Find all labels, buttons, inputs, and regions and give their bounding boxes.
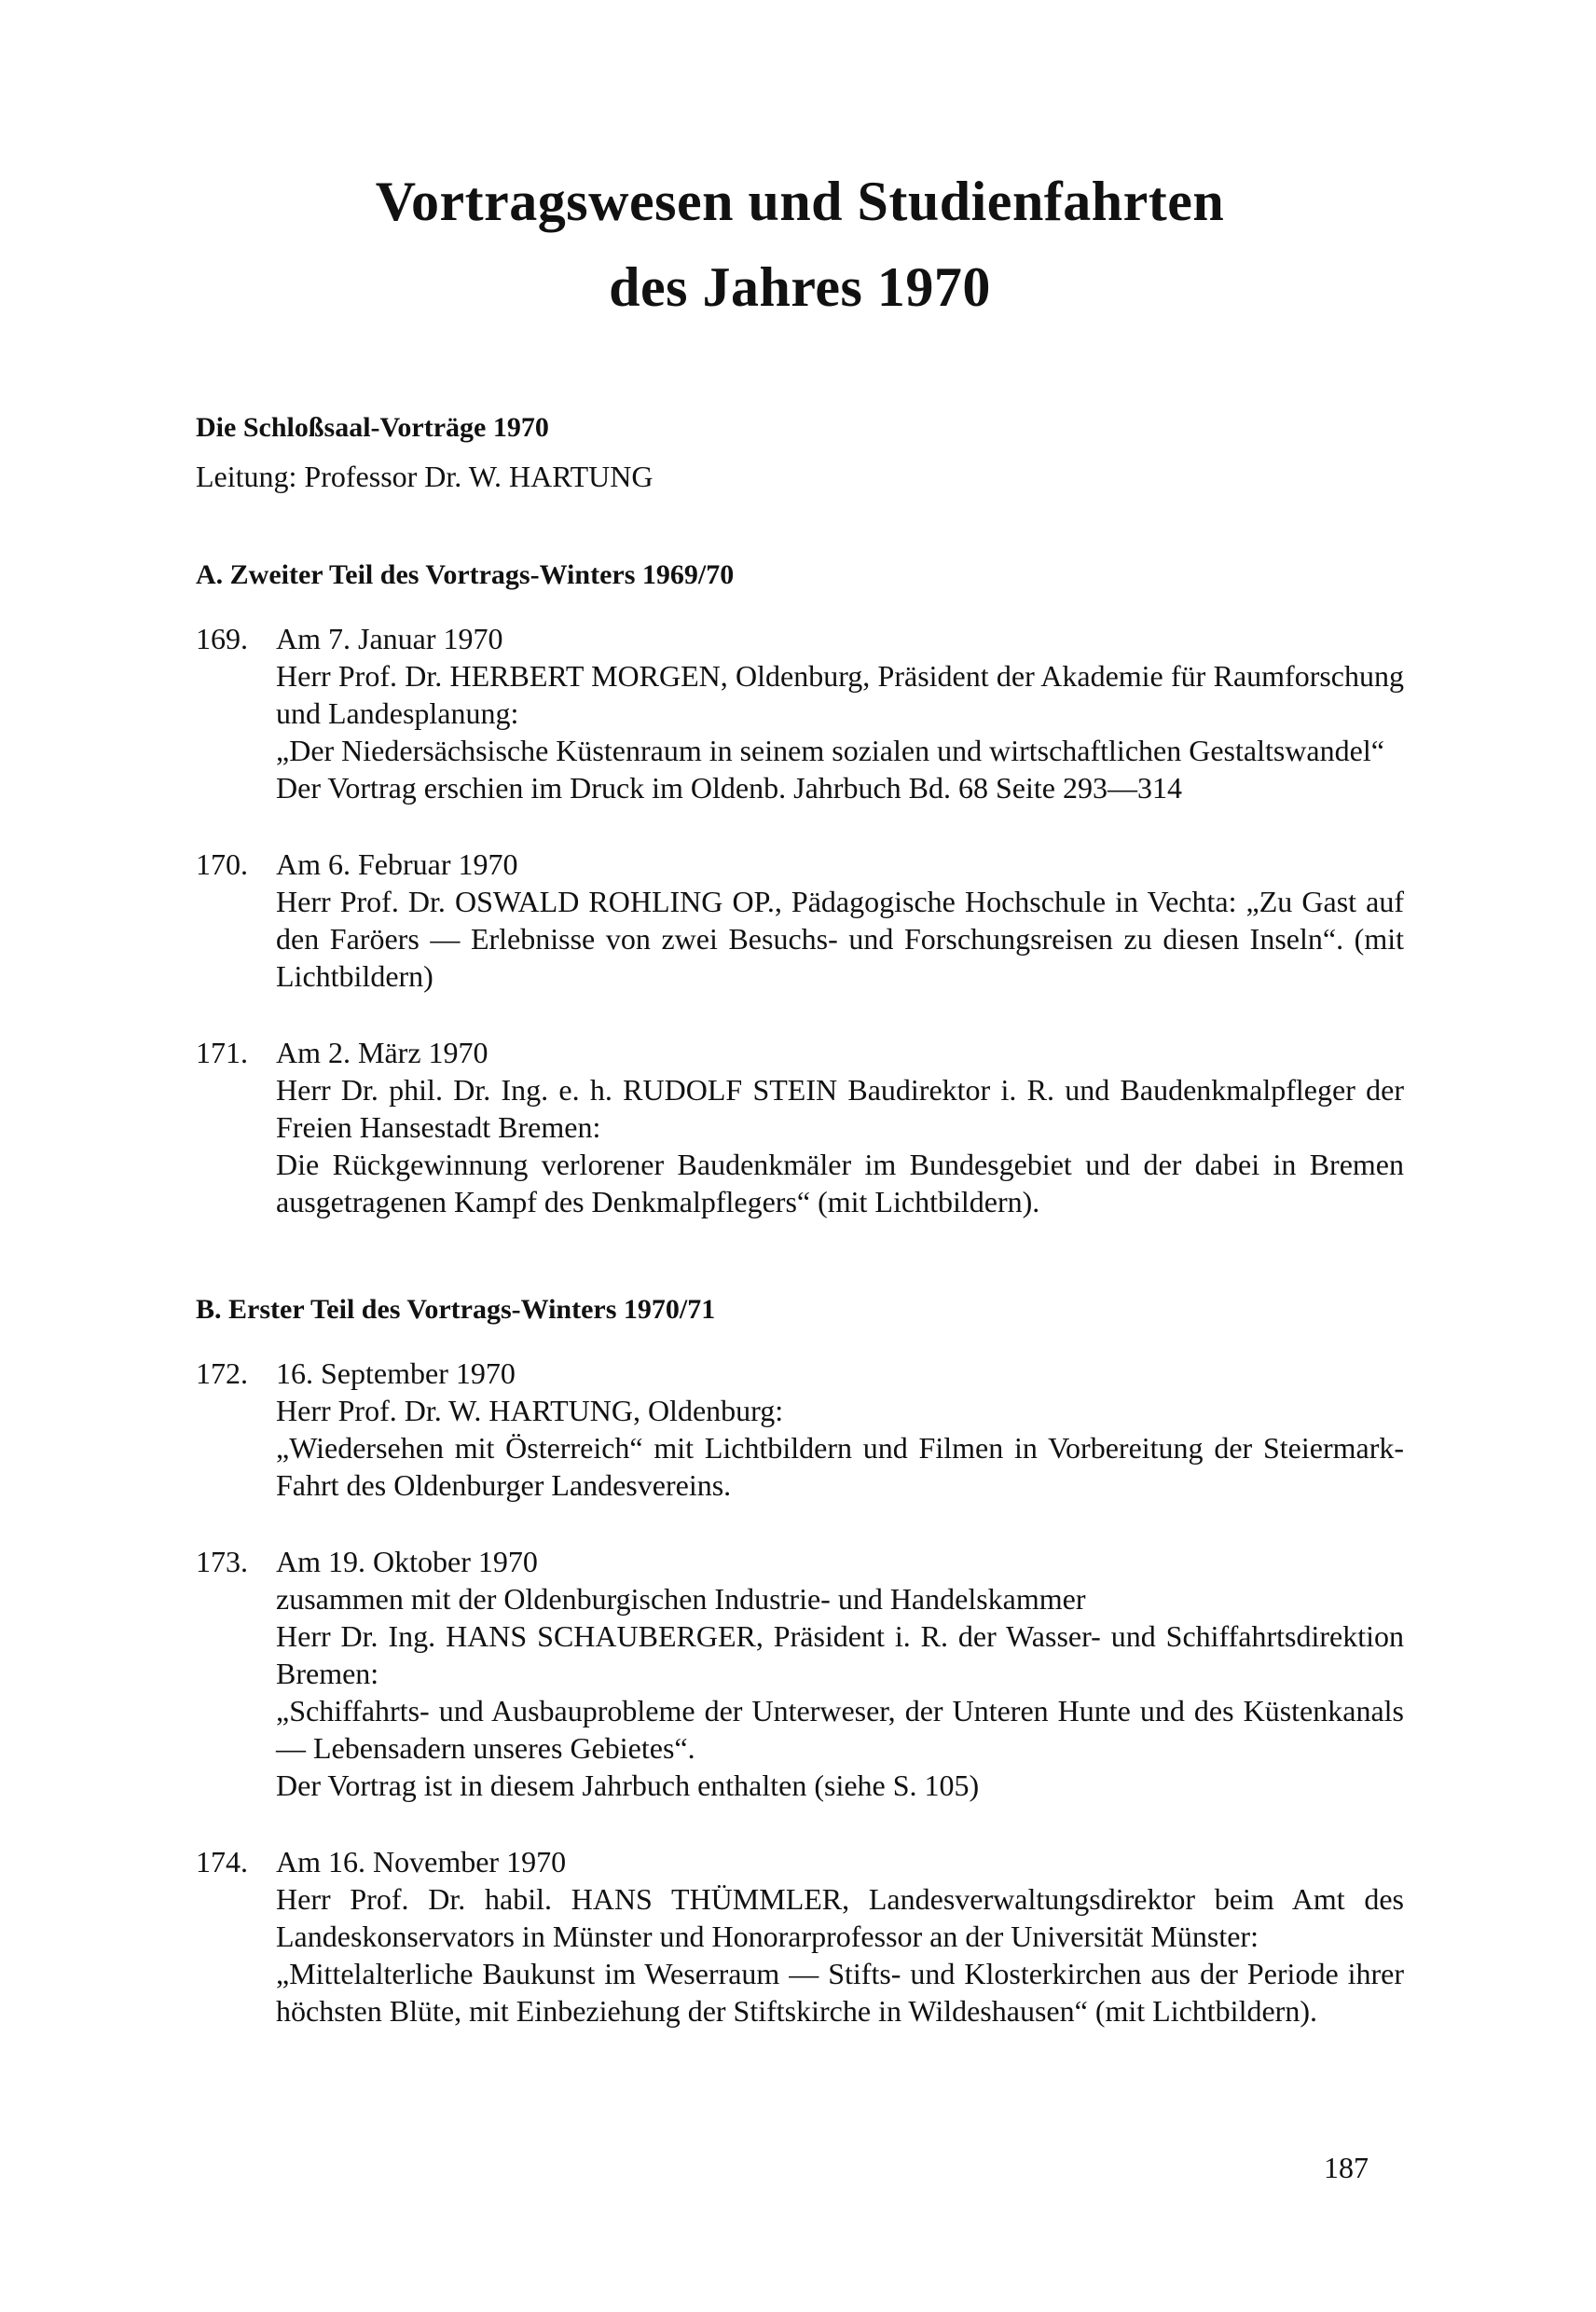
entry-body (276, 1034, 1404, 1220)
entry-topic: „Der Niedersächsische Küstenraum in seinem sozialen und wirtschaftlichen Gestaltswandel“ (276, 734, 1384, 767)
lecture-series-heading: Die Schloßsaal-Vorträge 1970 (196, 412, 549, 443)
entry-topic: „Schiffahrts- und Ausbauprobleme der Unterweser, der Unteren Hunte und des Küstenkanals — Lebensadern unseres Gebietes“. (276, 1694, 1404, 1765)
page-title (196, 158, 1404, 330)
entry-topic: Die Rückgewinnung verlorener Baudenkmäler im Bundesgebiet und der dabei in Bremen ausgetragenen Kampf des Denkmalpflegers“ (mit Lichtbildern). (276, 1148, 1404, 1218)
document-page (196, 158, 1404, 2069)
entry-topic: „Wiedersehen mit Österreich“ mit Lichtbildern und Filmen in Vorbereitung der Steiermark-Fahrt des Oldenburger Landesvereins. (276, 1431, 1404, 1502)
lecture-entry-172 (196, 1355, 1404, 1504)
entry-note: Der Vortrag erschien im Druck im Oldenb. Jahrbuch Bd. 68 Seite 293—314 (276, 771, 1182, 805)
lecture-entry-171 (196, 1034, 1404, 1220)
entry-speaker: Herr Dr. Ing. HANS SCHAUBERGER, Präsident i. R. der Wasser- und Schiffahrtsdirektion Bremen: (276, 1619, 1404, 1690)
entry-date: Am 6. Februar 1970 (276, 847, 518, 881)
entry-number: 174. (196, 1845, 248, 1878)
entry-speaker: Herr Dr. phil. Dr. Ing. e. h. RUDOLF STEIN Baudirektor i. R. und Baudenkmalpfleger der Freien Hansestadt Bremen: (276, 1073, 1404, 1144)
entry-speaker-topic: Herr Prof. Dr. OSWALD ROHLING OP., Pädagogische Hochschule in Vechta: „Zu Gast auf den Faröers — Erlebnisse von zwei Besuchs- und Forschungsreisen zu diesen Inseln“. (mit Lichtbildern) (276, 885, 1404, 993)
entry-date: Am 16. November 1970 (276, 1845, 567, 1878)
entry-body (276, 1355, 1404, 1504)
entry-topic: „Mittelalterliche Baukunst im Weserraum — Stifts- und Klosterkirchen aus der Periode ihrer höchsten Blüte, mit Einbeziehung der Stiftskirche in Wildeshausen“ (mit Lichtbildern). (276, 1957, 1404, 2028)
entry-speaker: Herr Prof. Dr. W. HARTUNG, Oldenburg: (276, 1394, 784, 1427)
entry-number: 169. (196, 622, 248, 655)
entry-date: 16. September 1970 (276, 1356, 516, 1390)
section-b-heading: B. Erster Teil des Vortrags-Winters 1970/71 (196, 1294, 716, 1325)
section-a-heading: A. Zweiter Teil des Vortrags-Winters 1969/70 (196, 559, 735, 590)
lecture-entry-170 (196, 846, 1404, 995)
section-a-entries (196, 620, 1404, 1220)
entry-date: Am 7. Januar 1970 (276, 622, 503, 655)
entry-note: Der Vortrag ist in diesem Jahrbuch enthalten (siehe S. 105) (276, 1768, 980, 1802)
entry-cooperation: zusammen mit der Oldenburgischen Industrie- und Handelskammer (276, 1582, 1086, 1616)
lecture-entry-169 (196, 620, 1404, 806)
lecture-entry-173 (196, 1543, 1404, 1804)
entry-number: 172. (196, 1356, 248, 1390)
title-line-1: Vortragswesen und Studienfahrten (375, 171, 1225, 232)
entry-speaker: Herr Prof. Dr. HERBERT MORGEN, Oldenburg, Präsident der Akademie für Raumforschung und Landesplanung: (276, 659, 1404, 730)
entry-body (276, 1843, 1404, 2030)
entry-body (276, 846, 1404, 995)
lecture-series-leader: Leitung: Professor Dr. W. HARTUNG (196, 460, 654, 493)
entry-date: Am 19. Oktober 1970 (276, 1545, 538, 1578)
entry-body (276, 620, 1404, 806)
entry-speaker: Herr Prof. Dr. habil. HANS THÜMMLER, Landesverwaltungsdirektor beim Amt des Landeskonservators in Münster und Honorarprofessor an der Universität Münster: (276, 1882, 1404, 1953)
title-line-2: des Jahres 1970 (609, 256, 991, 318)
lecture-entry-174 (196, 1843, 1404, 2030)
entry-number: 170. (196, 847, 248, 881)
entry-number: 171. (196, 1036, 248, 1069)
entry-date: Am 2. März 1970 (276, 1036, 488, 1069)
entry-body (276, 1543, 1404, 1804)
entry-number: 173. (196, 1545, 248, 1578)
section-b-entries (196, 1355, 1404, 2030)
page-number: 187 (1324, 2151, 1369, 2184)
